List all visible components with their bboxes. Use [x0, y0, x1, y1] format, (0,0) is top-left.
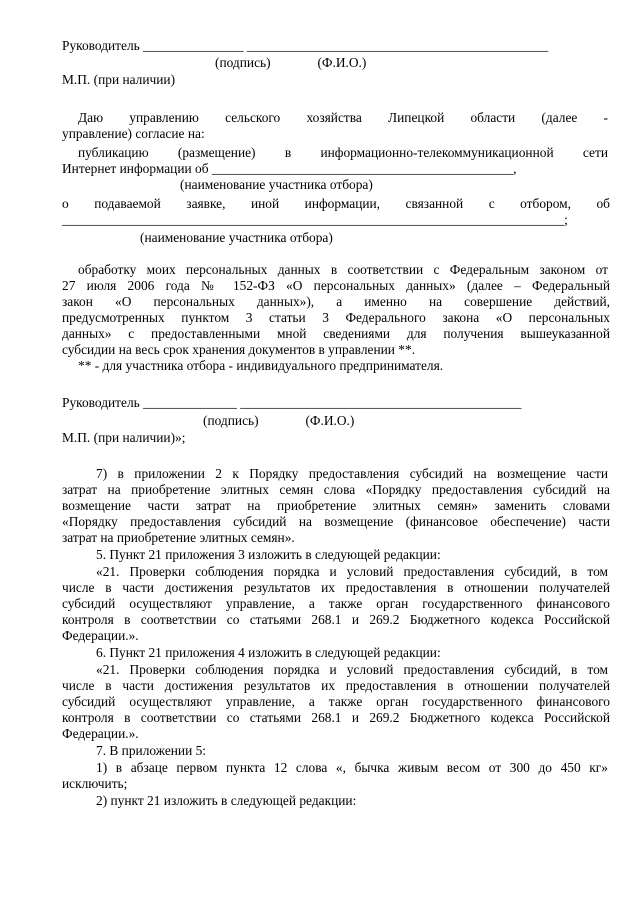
amendment-line: контроля в соответствии со статьями 268.1 и 269.2 Бюджетного кодекса Российской: [62, 612, 610, 627]
amendment-line: возмещение части затрат на приобретение элитных семян» заменить словами: [62, 498, 610, 513]
stamp-note: М.П. (при наличии)»;: [62, 430, 186, 445]
amendment-line: затрат на приобретение элитных семян».: [62, 530, 295, 545]
section-heading: 7. В приложении 5:: [96, 743, 207, 758]
consent-processing-line: закон «О персональных данных»), а именно на совершение действий,: [62, 294, 610, 309]
consent-processing-line: 27 июля 2006 года № 152-ФЗ «О персональных данных» (далее – Федеральный: [62, 278, 610, 293]
amendment-line: затрат на приобретение элитных семян слова «Порядку предоставления субсидий на: [62, 482, 610, 497]
amendment-line: «21. Проверки соблюдения порядка и условий предоставления субсидий, в том: [96, 662, 608, 677]
consent-processing-line: субсидии на весь срок хранения документов в управлении **.: [62, 342, 416, 357]
consent-intro-line: Даю управлению сельского хозяйства Липецкой области (далее -: [78, 110, 608, 125]
consent-processing-line: обработку моих персональных данных в соответствии с Федеральным законом от: [78, 262, 608, 277]
amendment-line: числе в части достижения результатов их предоставления в отношении получателей: [62, 580, 610, 595]
consent-intro-line: управление) согласие на:: [62, 126, 205, 141]
footnote: ** - для участника отбора - индивидуального предпринимателя.: [78, 358, 444, 373]
amendment-line: 1) в абзаце первом пункта 12 слова «, бычка живым весом от 300 до 450 кг»: [96, 760, 608, 775]
consent-processing-line: предусмотренных пунктом 3 статьи 3 Федерального закона «О персональных: [62, 310, 610, 325]
amendment-line: числе в части достижения результатов их предоставления в отношении получателей: [62, 678, 610, 693]
consent-publication-line: публикацию (размещение) в информационно-телекоммуникационной сети: [78, 145, 608, 160]
consent-publication-line: ___________________________________________________________________________;: [62, 212, 568, 227]
amendment-line: исключить;: [62, 776, 128, 791]
consent-processing-line: данных» с предоставленными мной сведениями для получения вышеуказанной: [62, 326, 610, 341]
stamp-note: М.П. (при наличии): [62, 72, 176, 87]
signature-line: Руководитель _______________ _____________________________________________: [62, 38, 549, 53]
amendment-line: Федерации.».: [62, 726, 139, 741]
amendment-line: 2) пункт 21 изложить в следующей редакции:: [96, 793, 357, 808]
amendment-line: «Порядку предоставления субсидий на возмещение (финансовое обеспечение) части: [62, 514, 610, 529]
amendment-line: 7) в приложении 2 к Порядку предоставления субсидий на возмещение части: [96, 466, 608, 481]
signature-line: Руководитель ______________ __________________________________________: [62, 395, 522, 410]
amendment-line: «21. Проверки соблюдения порядка и условий предоставления субсидий, в том: [96, 564, 608, 579]
amendment-line: Федерации.».: [62, 628, 139, 643]
amendment-line: субсидий осуществляют управление, а также орган государственного финансового: [62, 596, 610, 611]
signature-captions: (подпись) (Ф.И.О.): [215, 55, 367, 70]
amendment-line: субсидий осуществляют управление, а также орган государственного финансового: [62, 694, 610, 709]
section-heading: 5. Пункт 21 приложения 3 изложить в следующей редакции:: [96, 547, 441, 562]
consent-publication-line: Интернет информации об _____________________________________________,: [62, 161, 517, 176]
signature-captions: (подпись) (Ф.И.О.): [203, 413, 355, 428]
participant-name-caption: (наименование участника отбора): [180, 177, 373, 192]
amendment-line: контроля в соответствии со статьями 268.1 и 269.2 Бюджетного кодекса Российской: [62, 710, 610, 725]
section-heading: 6. Пункт 21 приложения 4 изложить в следующей редакции:: [96, 645, 441, 660]
consent-publication-line: о подаваемой заявке, иной информации, связанной с отбором, об: [62, 196, 610, 211]
participant-name-caption: (наименование участника отбора): [140, 230, 333, 245]
